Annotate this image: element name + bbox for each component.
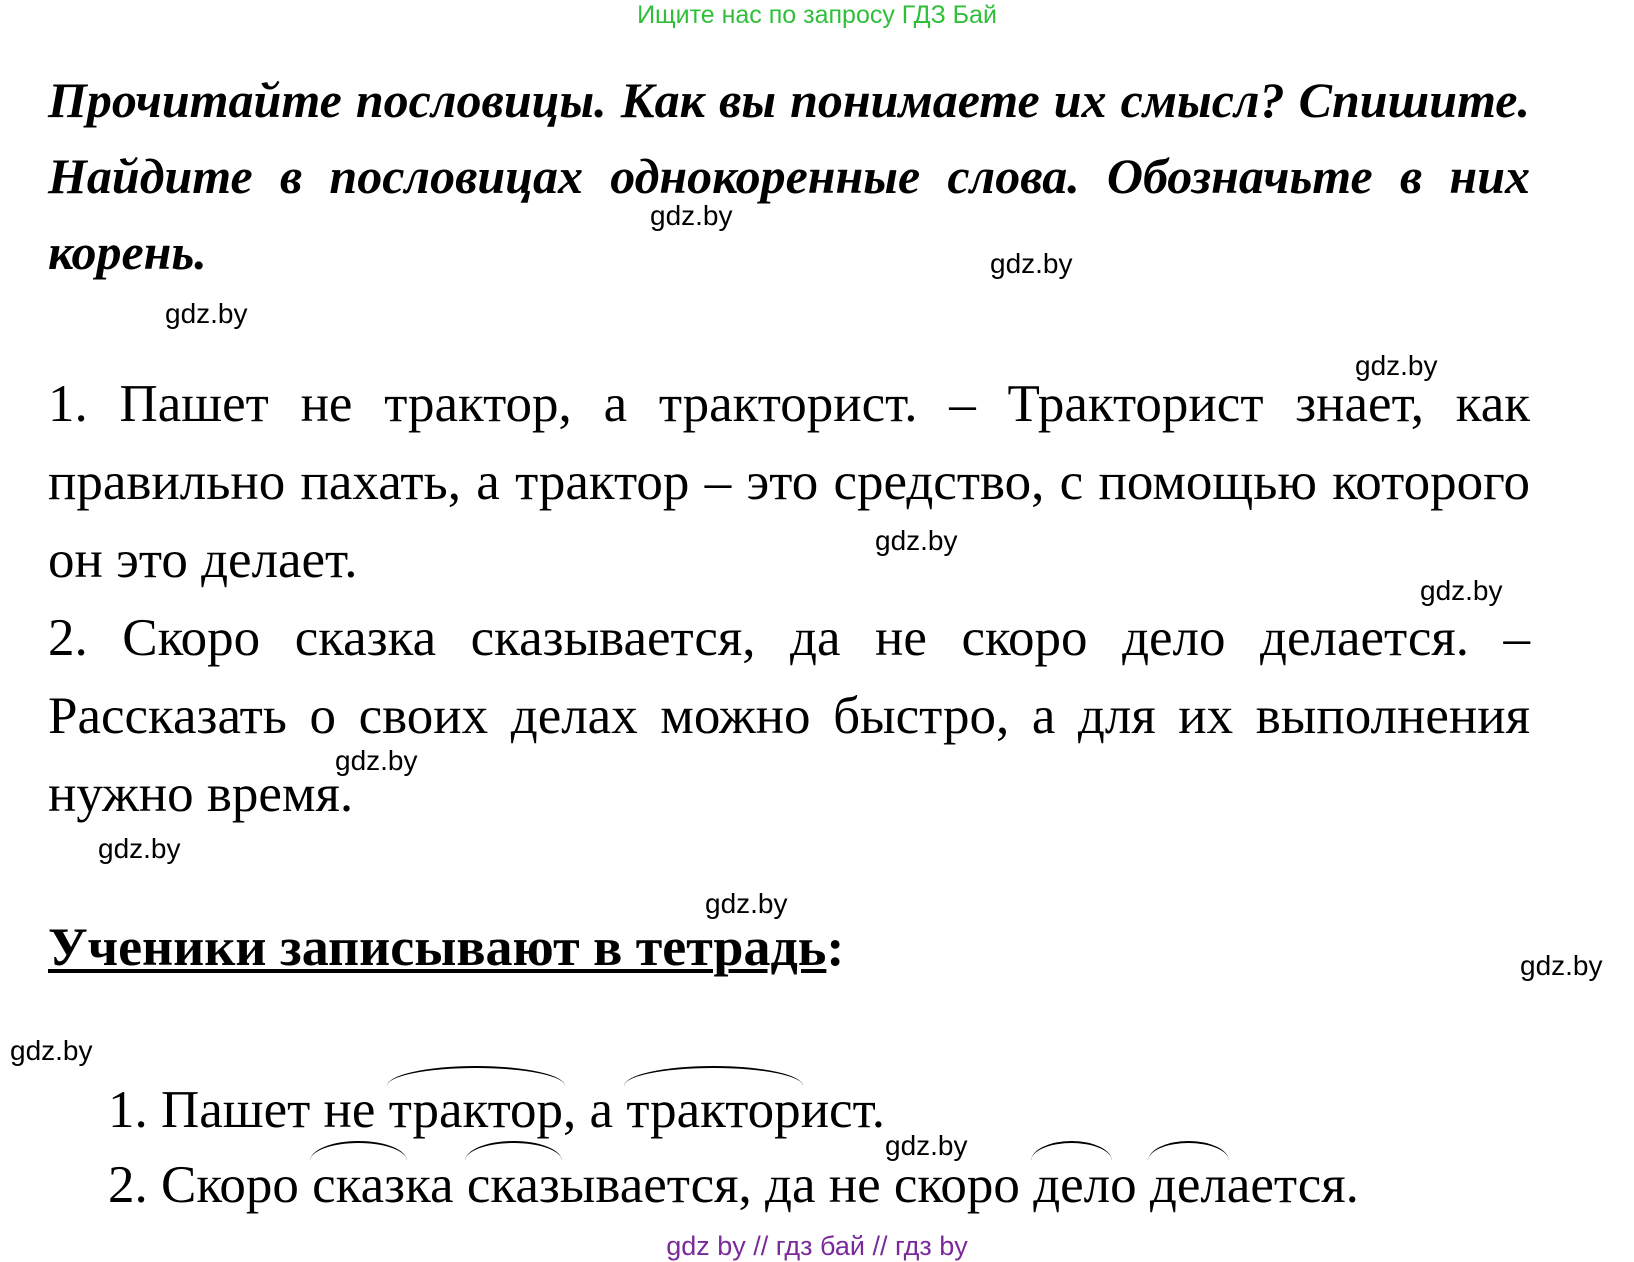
task-instruction: Прочитайте пословицы. Как вы понимаете их смысл? Спишите. Найдите в пословицах однокоренные слова. Обозначьте в них корень. bbox=[48, 72, 1530, 280]
watermark: gdz.by bbox=[875, 525, 958, 556]
answer-item-2: 2. Скоро сказка сказывается, да не скоро дело делается. – Рассказать о своих делах можно быстро, а для их выполнения нужно время. bbox=[48, 609, 1530, 823]
root-text: сказ bbox=[312, 1156, 406, 1214]
footer-links[interactable]: gdz by // гдз бай // гдз by bbox=[666, 1231, 968, 1261]
root-arc bbox=[1031, 1141, 1112, 1161]
watermark: gdz.by bbox=[990, 248, 1073, 279]
watermark: gdz.by bbox=[1520, 950, 1603, 981]
root-text: трактор bbox=[388, 1081, 564, 1139]
text-segment: о bbox=[1110, 1156, 1150, 1214]
root-word bbox=[312, 1155, 405, 1215]
section-title-text: Ученики записывают в тетрадь bbox=[48, 917, 827, 977]
text-segment: ист. bbox=[800, 1081, 886, 1139]
watermark: gdz.by bbox=[165, 298, 248, 329]
text-segment: ается. bbox=[1226, 1156, 1359, 1214]
root-arc bbox=[387, 1066, 565, 1086]
root-arc bbox=[310, 1141, 407, 1161]
watermark: gdz.by bbox=[650, 200, 733, 231]
text-segment: ка bbox=[405, 1156, 467, 1214]
top-banner: Ищите нас по запросу ГДЗ Бай bbox=[637, 1, 997, 29]
answer-item-1: 1. Пашет не трактор, а тракторист. – Тракторист знает, как правильно пахать, а трактор – это средство, с помощью которого он это делает. bbox=[48, 375, 1530, 589]
watermark: gdz.by bbox=[335, 745, 418, 776]
answer-block bbox=[48, 365, 1530, 833]
text-segment: 2. Скоро bbox=[108, 1156, 313, 1214]
root-arc bbox=[1148, 1141, 1229, 1161]
root-word bbox=[1150, 1155, 1227, 1215]
text-segment: ывается, да не скоро bbox=[559, 1156, 1034, 1214]
text-segment: , а bbox=[563, 1081, 627, 1139]
section-title bbox=[48, 915, 844, 979]
notebook-line-2 bbox=[108, 1155, 1359, 1215]
root-word bbox=[389, 1080, 563, 1140]
watermark: gdz.by bbox=[1420, 575, 1503, 606]
root-arc bbox=[465, 1141, 562, 1161]
notebook-line-1 bbox=[108, 1080, 885, 1140]
root-text: сказ bbox=[466, 1156, 560, 1214]
root-word bbox=[1033, 1155, 1110, 1215]
text-segment: 1. Пашет не bbox=[108, 1081, 389, 1139]
root-word bbox=[626, 1080, 800, 1140]
watermark: gdz.by bbox=[10, 1035, 93, 1066]
root-text: трактор bbox=[626, 1081, 801, 1139]
watermark: gdz.by bbox=[885, 1130, 968, 1161]
root-text: дел bbox=[1149, 1156, 1227, 1214]
root-text: дел bbox=[1033, 1156, 1111, 1214]
watermark: gdz.by bbox=[98, 833, 181, 864]
root-arc bbox=[624, 1066, 802, 1086]
root-word bbox=[467, 1155, 560, 1215]
watermark: gdz.by bbox=[705, 888, 788, 919]
section-title-colon: : bbox=[826, 917, 845, 977]
watermark: gdz.by bbox=[1355, 350, 1438, 381]
